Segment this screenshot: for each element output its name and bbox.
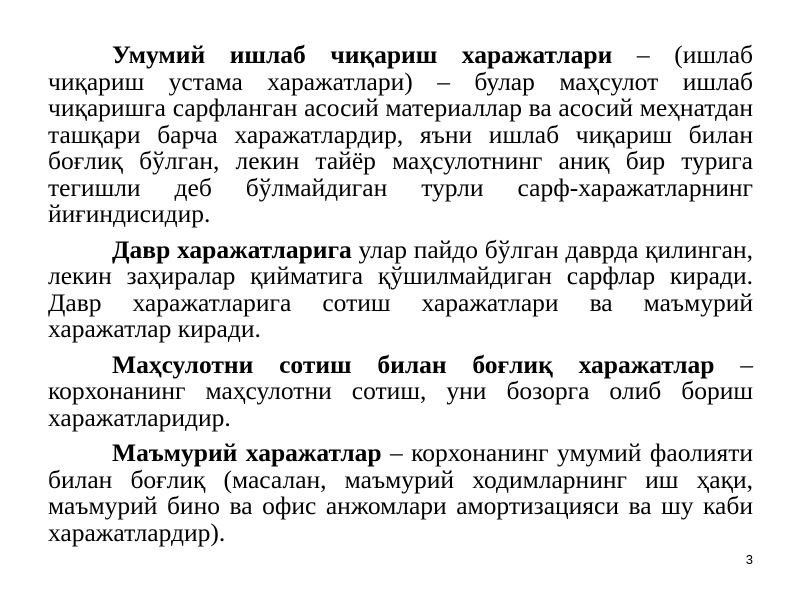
paragraph-period-costs <box>48 234 753 343</box>
term-administrative-costs: Маъмурий харажатлар <box>112 438 382 467</box>
term-general-production-costs: Умумий ишлаб чиқариш харажатлари <box>112 40 613 69</box>
paragraph-text: улар пайдо бўлган даврда қилинган, лекин заҳиралар қийматига қўшилмайдиган сарфлар киради. Давр харажатларига сотиш харажатлари ва маъмурий харажатлар киради. <box>48 234 753 343</box>
page-number: 3 <box>745 552 753 567</box>
paragraph-selling-costs <box>48 349 753 432</box>
paragraph-text: – корхонанинг умумий фаолияти билан боғлиқ (масалан, маъмурий ходимларнинг иш ҳақи, маъмурий бино ва офис анжомлари амортизацияси ва шу каби харажатлардир). <box>48 438 753 547</box>
paragraph-general-production-costs <box>48 42 753 228</box>
term-selling-costs: Маҳсулотни сотиш билан боғлиқ харажатлар <box>112 349 715 379</box>
slide-body <box>48 42 753 555</box>
paragraph-text: – корхонанинг маҳсулотни сотиш, уни бозорга олиб бориш харажатларидир. <box>48 349 753 432</box>
term-period-costs: Давр харажатларига <box>112 234 352 264</box>
paragraph-administrative-costs <box>48 440 753 546</box>
paragraph-text: – (ишлаб чиқариш устама харажатлари) – булар маҳсулот ишлаб чиқаришга сарфланган асосий материаллар ва асосий меҳнатдан ташқари барча харажатлардир, яъни ишлаб чиқариш билан боғлиқ бўлган, лекин тайёр маҳсулотнинг аниқ бир турига тегишли деб бўлмайдиган турли сарф-харажатларнинг йиғиндисидир. <box>48 40 753 228</box>
